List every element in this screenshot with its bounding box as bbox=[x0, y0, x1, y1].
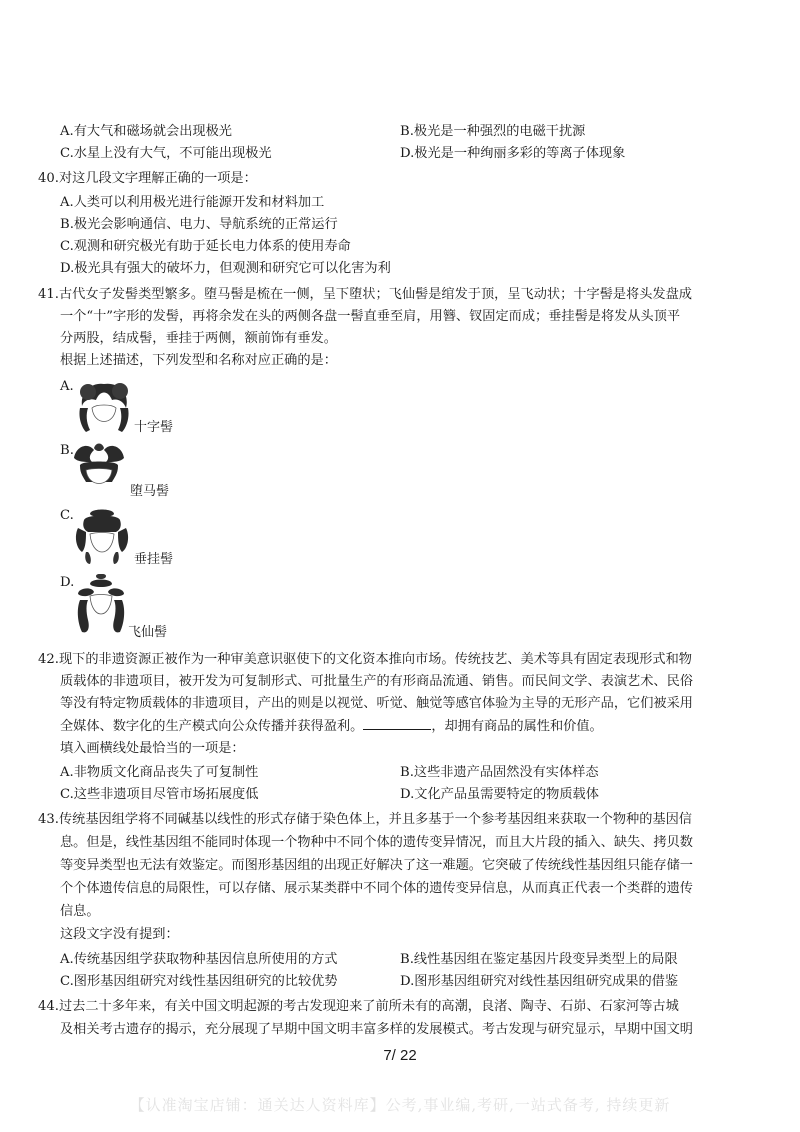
duoma-ji-hairstyle-image bbox=[70, 440, 128, 500]
q40-stem: 40.对这几段文字理解正确的一项是： bbox=[38, 171, 257, 186]
q44-stem-line-1: 44.过去二十多年来，有关中国文明起源的考古发现迎来了前所未有的高潮，良渚、陶寺、石峁、石家河等古城 bbox=[38, 999, 679, 1014]
q41-option-d-label: 飞仙髻 bbox=[128, 625, 168, 640]
q41-stem-line-2: 一个“十”字形的发髻，再将余发在头的两侧各盘一髻直垂至肩，用簪、钗固定而成；垂挂髻是将发从头顶平 bbox=[60, 309, 681, 324]
q42-stem-line-2: 质载体的非遗项目，被开发为可复制形式、可批量生产的有形商品流通、销售。而民间文学、表演艺术、民俗 bbox=[60, 674, 693, 689]
q40-option-a: A.人类可以利用极光进行能源开发和材料加工 bbox=[60, 195, 325, 210]
q39-option-a: A.有大气和磁场就会出现极光 bbox=[60, 124, 232, 139]
q39-option-c: C.水星上没有大气，不可能出现极光 bbox=[60, 146, 272, 161]
q42-prompt: 填入画横线处最恰当的一项是： bbox=[60, 741, 245, 756]
q42-stem-line-4-text: 全媒体、数字化的生产模式向公众传播并获得盈利。 bbox=[60, 719, 364, 734]
q41-prompt: 根据上述描述，下列发型和名称对应正确的是： bbox=[60, 353, 337, 368]
q43-stem-line-5: 信息。 bbox=[60, 904, 100, 919]
q42-option-b: B.这些非遗产品固然没有实体样态 bbox=[400, 765, 599, 780]
q43-option-d: D.图形基因组研究对线性基因组研究成果的借鉴 bbox=[400, 974, 679, 989]
q41-option-d-letter: D. bbox=[60, 575, 75, 590]
q44-stem-line-2: 及相关考古遗存的揭示，充分展现了早期中国文明丰富多样的发展模式。考古发现与研究显示，早期中国文明 bbox=[60, 1022, 693, 1037]
q43-stem-line-2: 息。但是，线性基因组不能同时体现一个物种中不同个体的遗传变异情况，而且大片段的插入、缺失、拷贝数 bbox=[60, 835, 693, 850]
q41-stem-line-3: 分两股，结成髻，垂挂于两侧，额前饰有垂发。 bbox=[60, 331, 337, 346]
q42-option-c: C.这些非遗项目尽管市场拓展度低 bbox=[60, 787, 259, 802]
page-number: 7/ 22 bbox=[383, 1047, 417, 1064]
q43-option-c: C.图形基因组研究对线性基因组研究的比较优势 bbox=[60, 974, 338, 989]
q42-option-a: A.非物质文化商品丧失了可复制性 bbox=[60, 765, 259, 780]
q42-stem-line-4-tail: ，却拥有商品的属性和价值。 bbox=[431, 719, 603, 734]
shizi-ji-hairstyle-image bbox=[74, 378, 134, 440]
chuigua-ji-hairstyle-image bbox=[72, 508, 132, 570]
q41-option-a-letter: A. bbox=[60, 379, 74, 394]
q43-stem-line-4: 个个体遗传信息的局限性，可以存储、展示某类群中不同个体的遗传变异信息，从而真正代表一个类群的遗传 bbox=[60, 881, 693, 896]
q43-stem-line-3: 等变异类型也无法有效鉴定。而图形基因组的出现正好解决了这一难题。它突破了传统线性基因组只能存储一 bbox=[60, 858, 693, 873]
feixian-ji-hairstyle-image bbox=[74, 574, 128, 638]
q41-option-c-letter: C. bbox=[60, 508, 74, 523]
q41-stem-line-1: 41.古代女子发髻类型繁多。堕马髻是梳在一侧，呈下堕状；飞仙髻是绾发于顶，呈飞动状；十字髻是将头发盘成 bbox=[38, 287, 692, 302]
q40-option-d: D.极光具有强大的破坏力，但观测和研究它可以化害为利 bbox=[60, 261, 391, 276]
q40-option-b: B.极光会影响通信、电力、导航系统的正常运行 bbox=[60, 217, 338, 232]
q39-option-d: D.极光是一种绚丽多彩的等离子体现象 bbox=[400, 146, 626, 161]
q43-prompt: 这段文字没有提到： bbox=[60, 927, 179, 942]
q41-option-a-label: 十字髻 bbox=[134, 420, 174, 435]
watermark: 【认准淘宝店铺：通关达人资料库】公考,事业编,考研,一站式备考, 持续更新 bbox=[129, 1096, 671, 1114]
q41-option-b-letter: B. bbox=[60, 443, 74, 458]
q42-stem-line-4 bbox=[60, 715, 603, 738]
q43-option-b: B.线性基因组在鉴定基因片段变异类型上的局限 bbox=[400, 952, 678, 967]
q41-option-c-label: 垂挂髻 bbox=[134, 552, 174, 567]
q41-option-b-label: 堕马髻 bbox=[130, 484, 170, 499]
q42-fill-blank bbox=[363, 715, 431, 730]
q43-option-a: A.传统基因组学获取物种基因信息所使用的方式 bbox=[60, 952, 338, 967]
q43-stem-line-1: 43.传统基因组学将不同碱基以线性的形式存储于染色体上，并且多基于一个参考基因组来获取一个物种的基因信 bbox=[38, 812, 692, 827]
q42-option-d: D.文化产品虽需要特定的物质载体 bbox=[400, 787, 599, 802]
q39-option-b: B.极光是一种强烈的电磁干扰源 bbox=[400, 124, 586, 139]
q42-stem-line-1: 42.现下的非遗资源正被作为一种审美意识驱使下的文化资本推向市场。传统技艺、美术等具有固定表现形式和物 bbox=[38, 652, 692, 667]
q42-stem-line-3: 等没有特定物质载体的非遗项目，产出的则是以视觉、听觉、触觉等感官体验为主导的无形产品，它们被采用 bbox=[60, 696, 693, 711]
q40-option-c: C.观测和研究极光有助于延长电力体系的使用寿命 bbox=[60, 239, 351, 254]
